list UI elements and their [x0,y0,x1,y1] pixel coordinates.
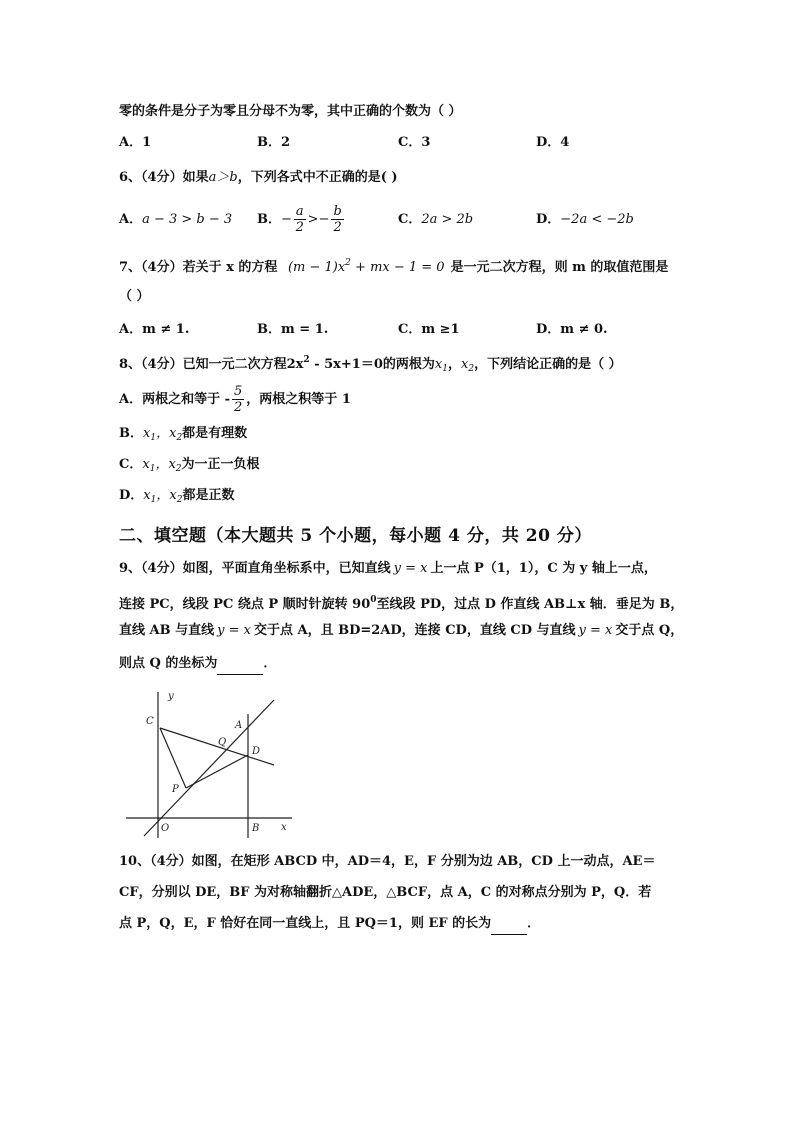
q6-option-a-text: a − 3 > b − 3 [142,212,233,227]
q5-option-d[interactable] [536,133,569,153]
q9-degree: 0 [370,595,377,605]
q7-option-b-text: m = 1. [281,322,329,337]
q8-option-b-text: 都是有理数 [182,426,248,441]
q9-line-1-a: 如图，平面直角坐标系中，已知直线 [182,561,391,576]
q6-option-c[interactable] [398,210,473,230]
q8-equation: $2x^2 - 5x+1=0$ [286,355,383,372]
q10-score: （4分） [150,854,192,869]
q7-score: （4分） [141,260,183,275]
q6-option-a-letter: A． [119,212,143,227]
figure-line-y-equals-x [144,700,274,836]
q5-option-c-letter: C． [398,135,422,150]
q10-line-3-end: ． [527,916,541,931]
q9-line-3-b: 交于点 A，且 BD=2AD，连接 CD，直线 CD 与直线 [253,623,576,638]
q6-option-b[interactable] [257,200,346,240]
q6-number: 6、 [119,170,142,185]
q7-post: 是一元二次方程，则 m 的取值范围是 [450,260,669,275]
q6-option-a[interactable] [119,210,232,230]
q7-option-b-letter: B． [257,322,281,337]
figure-label-d: D [252,746,261,757]
q8-post: ，下列结论正确的是（ ） [474,357,622,372]
q6-pre: 如果 [182,170,209,185]
figure-label-a: A [235,720,243,731]
q6-condition: a＞b [208,170,238,185]
q8-stem [119,350,622,379]
figure-label-o: O [161,823,170,834]
q7-option-c[interactable] [398,320,460,340]
q9-score: （4分） [141,561,183,576]
figure-label-c: C [146,716,154,727]
q10-answer-blank[interactable] [491,914,527,935]
q8-root-2: $x_2$ [461,357,475,374]
q9-line-2 [119,590,683,615]
q8-option-c-letter: C． [119,457,143,472]
q7-paren: （ ） [119,289,150,304]
q9-line-2-b: 至线段 PD，过点 D 作直线 AB⊥x 轴．垂足为 B， [376,597,684,612]
q5-option-a-letter: A． [119,135,143,150]
q8-pre: 已知一元二次方程 [182,357,287,372]
q7-option-d-text: m ≠ 0. [560,322,608,337]
q9-line-3-a: 直线 AB 与直线 [119,623,215,638]
q7-option-c-letter: C． [398,322,422,337]
figure-label-y: y [168,691,174,702]
q8-option-b[interactable] [119,424,247,448]
q9-line-1-b: 上一点 P（1，1），C 为 y 轴上一点， [430,561,657,576]
q9-line-2-a: 连接 PC，线段 PC 绕点 P 顺时针旋转 90 [119,597,371,612]
q8-option-c-roots: $x_1$，$x_2$ [142,457,182,474]
figure-label-x: x [281,822,287,833]
q6-score: （4分） [141,170,183,185]
figure-label-q: Q [218,737,227,748]
q7-option-c-text: m ≥1 [421,322,460,337]
q5-text-tail: 零的条件是分子为零且分母不为零，其中正确的个数为（ ） [119,104,462,119]
q7-number: 7、 [119,260,142,275]
q5-option-d-letter: D． [536,135,561,150]
q5-option-a[interactable] [119,133,151,153]
q8-number: 8、 [119,357,142,372]
q8-score: （4分） [141,357,183,372]
q8-option-d[interactable] [119,486,234,510]
q8-option-d-roots: $x_1$，$x_2$ [143,488,183,505]
q9-line-yx-2: y = x [217,623,251,638]
q9-figure [124,688,304,843]
q10-line-1-text: 如图，在矩形 ABCD 中，AD＝4，E，F 分别为边 AB，CD 上一动点，AE＝ [191,854,656,869]
q6-option-d-letter: D． [536,212,561,227]
q6-option-b-frac-1: $\frac{a}{2}$ [295,204,304,235]
q7-stem [119,253,668,278]
q8-option-a[interactable] [119,382,351,418]
q9-line-yx-3: y = x [578,623,613,638]
q8-option-b-roots: $x_1$，$x_2$ [143,426,183,443]
q6-option-b-sign: − [281,212,292,227]
q5-option-d-text: 4 [560,135,570,150]
q6-option-b-letter: B． [257,212,281,227]
q9-line-3 [119,621,683,641]
q7-option-d[interactable] [536,320,608,340]
q8-option-d-letter: D． [119,488,144,503]
q6-option-b-frac-2: $\frac{b}{2}$ [333,204,342,235]
q5-option-b-letter: B． [257,135,281,150]
q6-option-c-text: 2a > 2b [421,212,474,227]
q5-option-b[interactable] [257,133,290,153]
q8-option-a-letter: A． [119,392,143,407]
q8-option-b-letter: B． [119,426,143,441]
figure-label-p: P [172,784,179,795]
q8-option-d-text: 都是正数 [182,488,235,503]
q10-line-3 [119,914,540,935]
q8-root-1: $x_1$ [434,357,448,374]
q7-option-a[interactable] [119,320,189,340]
q10-number: 10、 [119,854,151,869]
q9-line-4 [119,654,276,675]
q9-number: 9、 [119,561,142,576]
q10-line-1 [119,852,655,872]
q6-option-d[interactable] [536,210,634,230]
q9-line-4-text: 则点 Q 的坐标为 [119,656,218,671]
q5-option-c-text: 3 [421,135,431,150]
figure-segment-pc [160,728,186,788]
q9-line-3-c: 交于点 Q， [615,623,684,638]
q7-option-a-letter: A． [119,322,143,337]
q10-line-3-text: 点 P，Q，E，F 恰好在同一直线上，且 PQ＝1，则 EF 的长为 [119,916,492,931]
q8-comma: ， [448,357,462,372]
q7-pre: 若关于 x 的方程 [182,260,278,275]
q8-option-a-fraction: $\frac{5}{2}$ [234,384,243,415]
q6-stem [119,168,398,188]
figure-label-b: B [252,823,260,834]
q8-mid: 的两根为 [382,357,435,372]
q8-option-c[interactable] [119,455,260,479]
q7-option-a-text: m ≠ 1. [142,322,190,337]
q9-line-1 [119,559,657,579]
q7-option-b[interactable] [257,320,328,340]
q5-option-b-text: 2 [281,135,291,150]
q7-equation: $(m - 1)x^2$ + mx − 1 = 0 [287,258,445,275]
q5-option-a-text: 1 [142,135,152,150]
q8-option-a-pre: 两根之和等于 - [142,392,231,407]
q9-line-yx: y = x [393,561,428,576]
q7-option-d-letter: D． [536,322,561,337]
q6-option-c-letter: C． [398,212,422,227]
q6-option-d-text: −2a < −2b [560,212,634,227]
section-2-title: 二、填空题（本大题共 5 个小题，每小题 4 分，共 20 分） [119,526,592,546]
q8-option-a-post: ，两根之积等于 1 [246,392,351,407]
q5-option-c[interactable] [398,133,430,153]
q9-line-4-end: ． [263,656,277,671]
q9-answer-blank[interactable] [217,654,263,675]
q8-option-c-text: 为一正一负根 [181,457,260,472]
q6-option-b-relation: >− [307,212,330,227]
q10-line-2: CF，分别以 DE，BF 为对称轴翻折△ADE，△BCF，点 A，C 的对称点分别为 P，Q．若 [119,885,652,900]
q6-post: ，下列各式中不正确的是( ) [237,170,398,185]
